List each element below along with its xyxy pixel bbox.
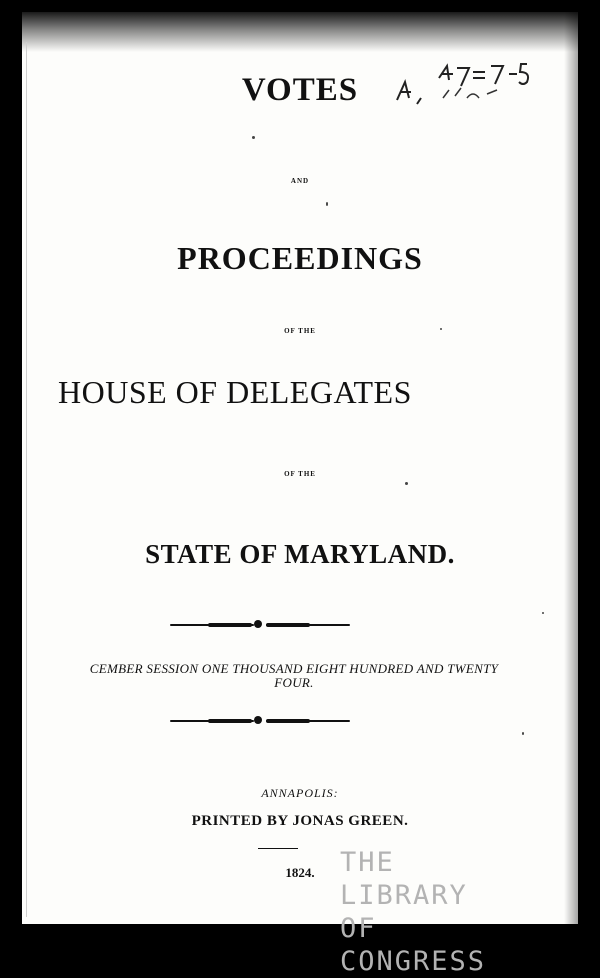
scan-speckle (252, 136, 255, 139)
session-statement (14, 662, 574, 690)
imprint-place: ANNAPOLIS: (261, 786, 339, 800)
scan-speckle (326, 202, 328, 206)
scan-speckle (405, 482, 408, 485)
library-of-congress-stamp (340, 846, 540, 977)
stamp-line: OF CONGRESS (340, 913, 487, 977)
title-votes: VOTES (241, 72, 359, 108)
title-state-of-maryland: STATE OF MARYLAND. (145, 539, 455, 569)
connector-and: AND (290, 177, 310, 185)
session-line-continued: FOUR. (274, 675, 314, 690)
scan-speckle (542, 612, 544, 614)
scan-top-shadow (22, 12, 578, 52)
imprint-printer: PRINTED BY JONAS GREEN. (191, 813, 409, 829)
imprint-year: 1824. (285, 865, 315, 880)
title-proceedings: PROCEEDINGS (177, 240, 423, 276)
document-page (22, 12, 578, 977)
short-divider (258, 848, 298, 849)
scan-speckle (522, 732, 524, 735)
stamp-line: THE LIBRARY (340, 847, 468, 911)
title-house-of-delegates: HOUSE OF DELEGATES (58, 374, 412, 410)
session-line: CEMBER SESSION ONE THOUSAND EIGHT HUNDRED AND TWENTY (89, 661, 499, 676)
connector-of-the: OF THE (284, 327, 316, 335)
connector-of-the: OF THE (284, 470, 316, 478)
